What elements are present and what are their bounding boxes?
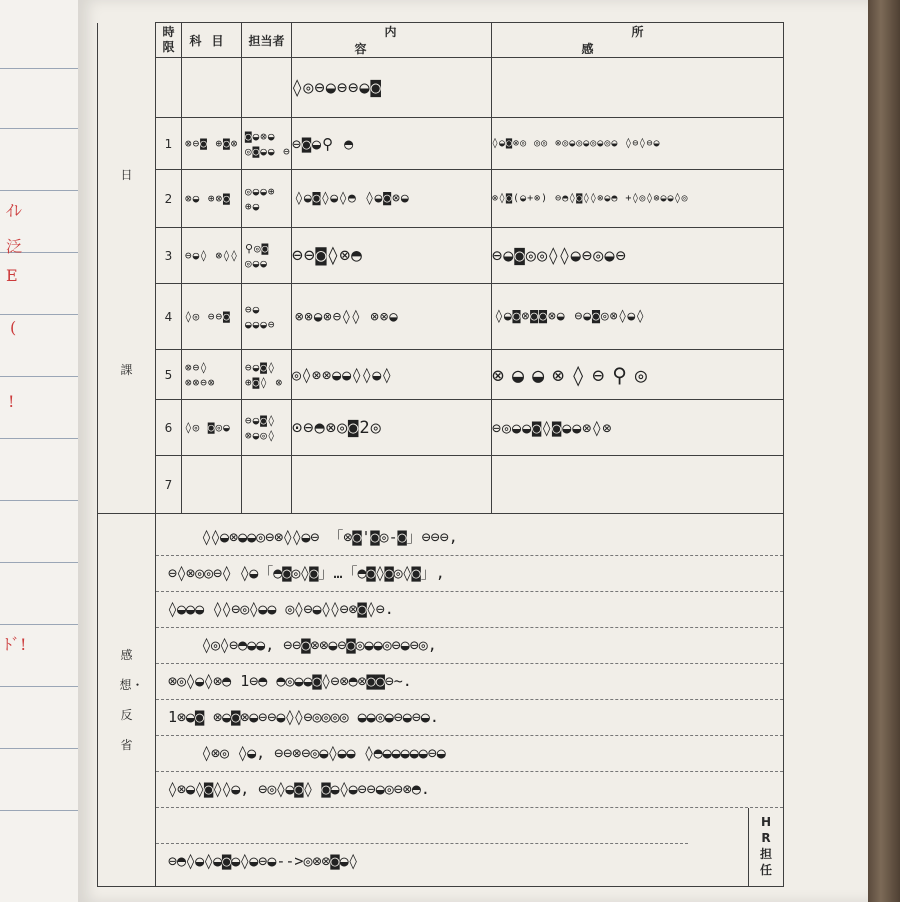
period-cell	[156, 58, 182, 118]
table-row	[98, 284, 784, 350]
teacher-cell	[242, 58, 292, 118]
period-cell: 7	[156, 456, 182, 514]
day-label: 日	[120, 167, 133, 182]
subject-cell: ⊗◒ ⊕⊗◙	[182, 170, 242, 228]
period-cell: 1	[156, 118, 182, 170]
content-cell: ⊖⊖◙◊⊗◓	[292, 228, 492, 284]
table-row	[98, 228, 784, 284]
teacher-cell: ⊖◒◙◊ ⊕◙◊ ⊗	[242, 350, 292, 400]
impression-cell	[492, 456, 784, 514]
impression-cell: ⊗◒◒⊗◊⊖⚲◎	[492, 350, 784, 400]
subject-cell	[182, 456, 242, 514]
header-impression: 所感	[492, 23, 784, 58]
hr-teacher-stamp: HR担任	[748, 808, 783, 886]
table-row	[98, 456, 784, 514]
reflection-line: ◊◎◊⊖◓◒◒, ⊖⊖◙⊗⊗◒⊖◙◎◒◒◎⊖◒⊖◎,	[156, 628, 783, 664]
reflection-line: ⊗◎◊◒◊⊗◓ 1⊖◓ ◓◎◒◒◙◊⊖⊗◓⊗◙◙⊖~.	[156, 664, 783, 700]
reflection-line: ⊖◊⊗◎◎⊖◊ ◊◒「◓◙◎◊◙」…「◓◙◊◙◎◊◙」,	[156, 556, 783, 592]
content-cell: ◊◎⊖◒⊖⊖◒◙	[292, 58, 492, 118]
page-edge	[868, 0, 900, 902]
binder-mark: ｲﾚ	[6, 201, 23, 220]
table-row	[98, 400, 784, 456]
subject-cell	[182, 58, 242, 118]
lesson-label: 課	[120, 362, 133, 377]
header-period: 時限	[156, 23, 182, 58]
reflection-line: ⊖◓◊◒◊◒◙◒◊◒⊖◒-->◎⊗⊗◙◒◊	[168, 852, 358, 870]
subject-cell: ◊◎ ⊖⊖◙	[182, 284, 242, 350]
content-cell: ⊗⊗◒⊗⊖◊◊ ⊗⊗◒	[292, 284, 492, 350]
header-content: 内容	[292, 23, 492, 58]
period-cell: 6	[156, 400, 182, 456]
content-cell: ◎◊⊗⊗◒◒◊◊◒◊	[292, 350, 492, 400]
table-row	[98, 350, 784, 400]
teacher-cell: ⚲◎◙ ◎◒◒	[242, 228, 292, 284]
impression-cell: ◊◒◙⊗◎ ◎◎ ⊗◎◒◎◒◎◒◎◒ ◊⊖◊⊖◒	[492, 118, 784, 170]
teacher-cell: ◎◒◒⊕ ⊕◒	[242, 170, 292, 228]
header-subject: 科目	[182, 23, 242, 58]
subject-cell: ⊖◒◊ ⊗◊◊	[182, 228, 242, 284]
reflection-line: ◊◒◒◒ ◊◊⊖◎◊◒◒ ◎◊⊖◒◊◊⊖⊗◙◊⊖.	[156, 592, 783, 628]
impression-cell: ⊖◒◙◎◎◊◊◒⊖◎◒⊖	[492, 228, 784, 284]
reflection-line: 1⊗◒◙ ⊗◒◙⊗◒⊖⊖◒◊◊⊖◎◎◎◎ ◒◒◎◒⊖◒⊖◒.	[156, 700, 783, 736]
day-lesson-label	[98, 58, 156, 514]
binder-mark: !	[8, 392, 15, 411]
teacher-cell: ⊖◒ ◒◒◒⊖	[242, 284, 292, 350]
teacher-cell: ◙◒⊗◒ ◎◙◒◒ ⊖	[242, 118, 292, 170]
table-row	[98, 170, 784, 228]
content-cell: ⊖◙◒⚲ ◓	[292, 118, 492, 170]
period-cell: 2	[156, 170, 182, 228]
header-teacher: 担当者	[242, 23, 292, 58]
binder-page	[0, 0, 79, 902]
reflection-line: ◊◊◒⊗◒◒◎⊖⊗◊◊◒⊖ 「⊗◙'◙◎-◙」⊖⊖⊖,	[156, 520, 783, 556]
binder-mark: ﾄﾞ!	[4, 635, 27, 654]
reflection-line	[156, 808, 688, 844]
content-cell	[292, 456, 492, 514]
binder-mark: 泛	[6, 237, 23, 256]
content-cell: ◊◒◙◊◒◊◓ ◊◒◙⊗◒	[292, 170, 492, 228]
schedule-table	[97, 22, 784, 887]
impression-cell: ⊗◊◙(◒+⊗) ⊖◓◊◙◊◊⊗◒◓ +◊◎◊⊗◒◒◊◎	[492, 170, 784, 228]
table-row	[98, 58, 784, 118]
binder-mark: (	[10, 318, 17, 337]
reflection-line: ◊⊗◎ ◊◒, ⊖⊖⊗⊖◎◒◊◒◒ ◊◓◒◒◒◒◒⊖◒	[156, 736, 783, 772]
impression-cell: ◊◒◙⊗◙◙⊗◒ ⊖◒◙◎⊗◊◒◊	[492, 284, 784, 350]
header-row	[98, 23, 784, 58]
period-cell: 3	[156, 228, 182, 284]
content-cell: ⊙⊖◓⊗◎◙2◎	[292, 400, 492, 456]
subject-cell: ⊗⊖◊ ⊗⊗⊖⊗	[182, 350, 242, 400]
period-cell: 5	[156, 350, 182, 400]
subject-cell: ◊◎ ◙◎◒	[182, 400, 242, 456]
reflection-label: 感想・反省	[98, 514, 156, 887]
impression-cell: ⊖◎◒◒◙◊◙◒◒⊗◊⊗	[492, 400, 784, 456]
reflection-row	[98, 514, 784, 887]
subject-cell: ⊗⊖◙ ⊕◙⊗	[182, 118, 242, 170]
period-cell: 4	[156, 284, 182, 350]
teacher-cell: ⊖◒◙◊ ⊗◒◎◊	[242, 400, 292, 456]
table-row	[98, 118, 784, 170]
impression-cell	[492, 58, 784, 118]
reflection-line: ◊⊗◒◊◙◊◊◒, ⊖◎◊◒◙◊ ◙◒◊◒⊖⊖◒◎⊖⊗◓.	[156, 772, 783, 808]
teacher-cell	[242, 456, 292, 514]
reflection-area	[156, 514, 784, 887]
binder-mark: E	[6, 266, 18, 285]
